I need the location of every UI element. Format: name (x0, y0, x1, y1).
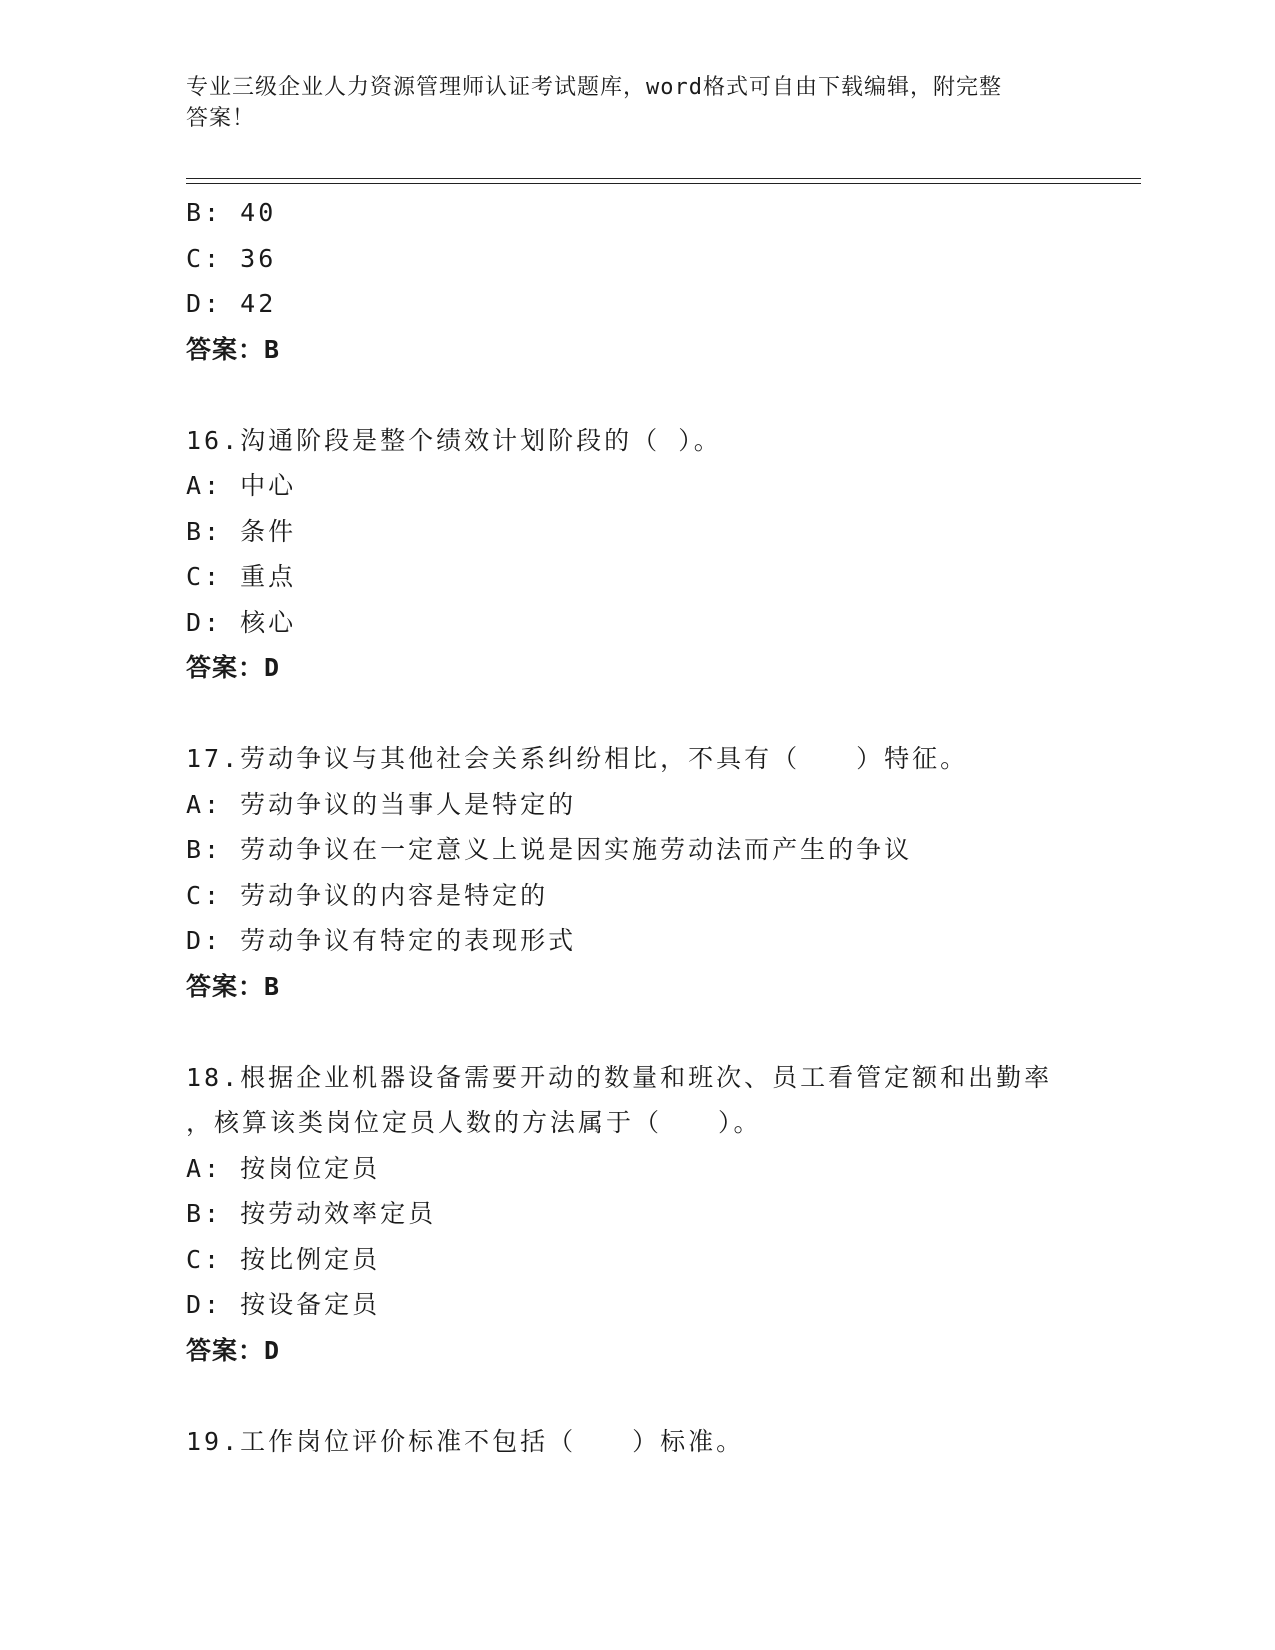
option-d: D: 42 (186, 289, 277, 318)
option-d: D: 核心 (186, 607, 297, 637)
spacer (186, 691, 1146, 737)
option-a: A: 中心 (186, 471, 297, 500)
spacer (186, 1009, 1146, 1055)
option-c: C: 按比例定员 (186, 1244, 381, 1274)
header-line-2: 答案！ (186, 106, 256, 131)
option-d: D: 劳动争议有特定的表现形式 (186, 926, 577, 955)
option-a: A: 按岗位定员 (186, 1153, 381, 1183)
page-header (186, 72, 1086, 134)
spacer (186, 372, 1146, 418)
question-block-19 (186, 1419, 1146, 1465)
answer-line: 答案：D (186, 653, 281, 682)
option-b: B: 条件 (186, 516, 297, 546)
option-a: A: 劳动争议的当事人是特定的 (186, 789, 577, 819)
question-block-16 (186, 418, 1146, 691)
answer-line: 答案：B (186, 334, 281, 364)
question-text: 16.沟通阶段是整个绩效计划阶段的（ ）。 (186, 425, 722, 455)
question-text: 17.劳动争议与其他社会关系纠纷相比，不具有（ ）特征。 (186, 744, 969, 773)
question-block-17 (186, 736, 1146, 1009)
option-b: B: 按劳动效率定员 (186, 1199, 437, 1228)
answer-line: 答案：B (186, 971, 281, 1001)
spacer (186, 1373, 1146, 1419)
header-rule-top (186, 178, 1141, 179)
header-line-1: 专业三级企业人力资源管理师认证考试题库，word格式可自由下载编辑，附完整 (186, 75, 1002, 100)
option-c: C: 36 (186, 243, 277, 273)
option-d: D: 按设备定员 (186, 1290, 381, 1319)
question-text: 18.根据企业机器设备需要开动的数量和班次、员工看管定额和出勤率 (186, 1062, 1053, 1092)
prev-question-block (186, 190, 1146, 372)
question-block-18 (186, 1055, 1146, 1374)
option-b: B: 劳动争议在一定意义上说是因实施劳动法而产生的争议 (186, 835, 913, 864)
question-text: 19.工作岗位评价标准不包括（ ）标准。 (186, 1426, 745, 1456)
option-b: B: 40 (186, 198, 277, 227)
option-c: C: 劳动争议的内容是特定的 (186, 880, 549, 910)
question-content (186, 190, 1146, 1464)
question-text-continued: ，核算该类岗位定员人数的方法属于（ ）。 (186, 1108, 762, 1137)
header-rule-bottom (186, 183, 1141, 184)
option-c: C: 重点 (186, 562, 297, 591)
answer-line: 答案：D (186, 1335, 281, 1365)
